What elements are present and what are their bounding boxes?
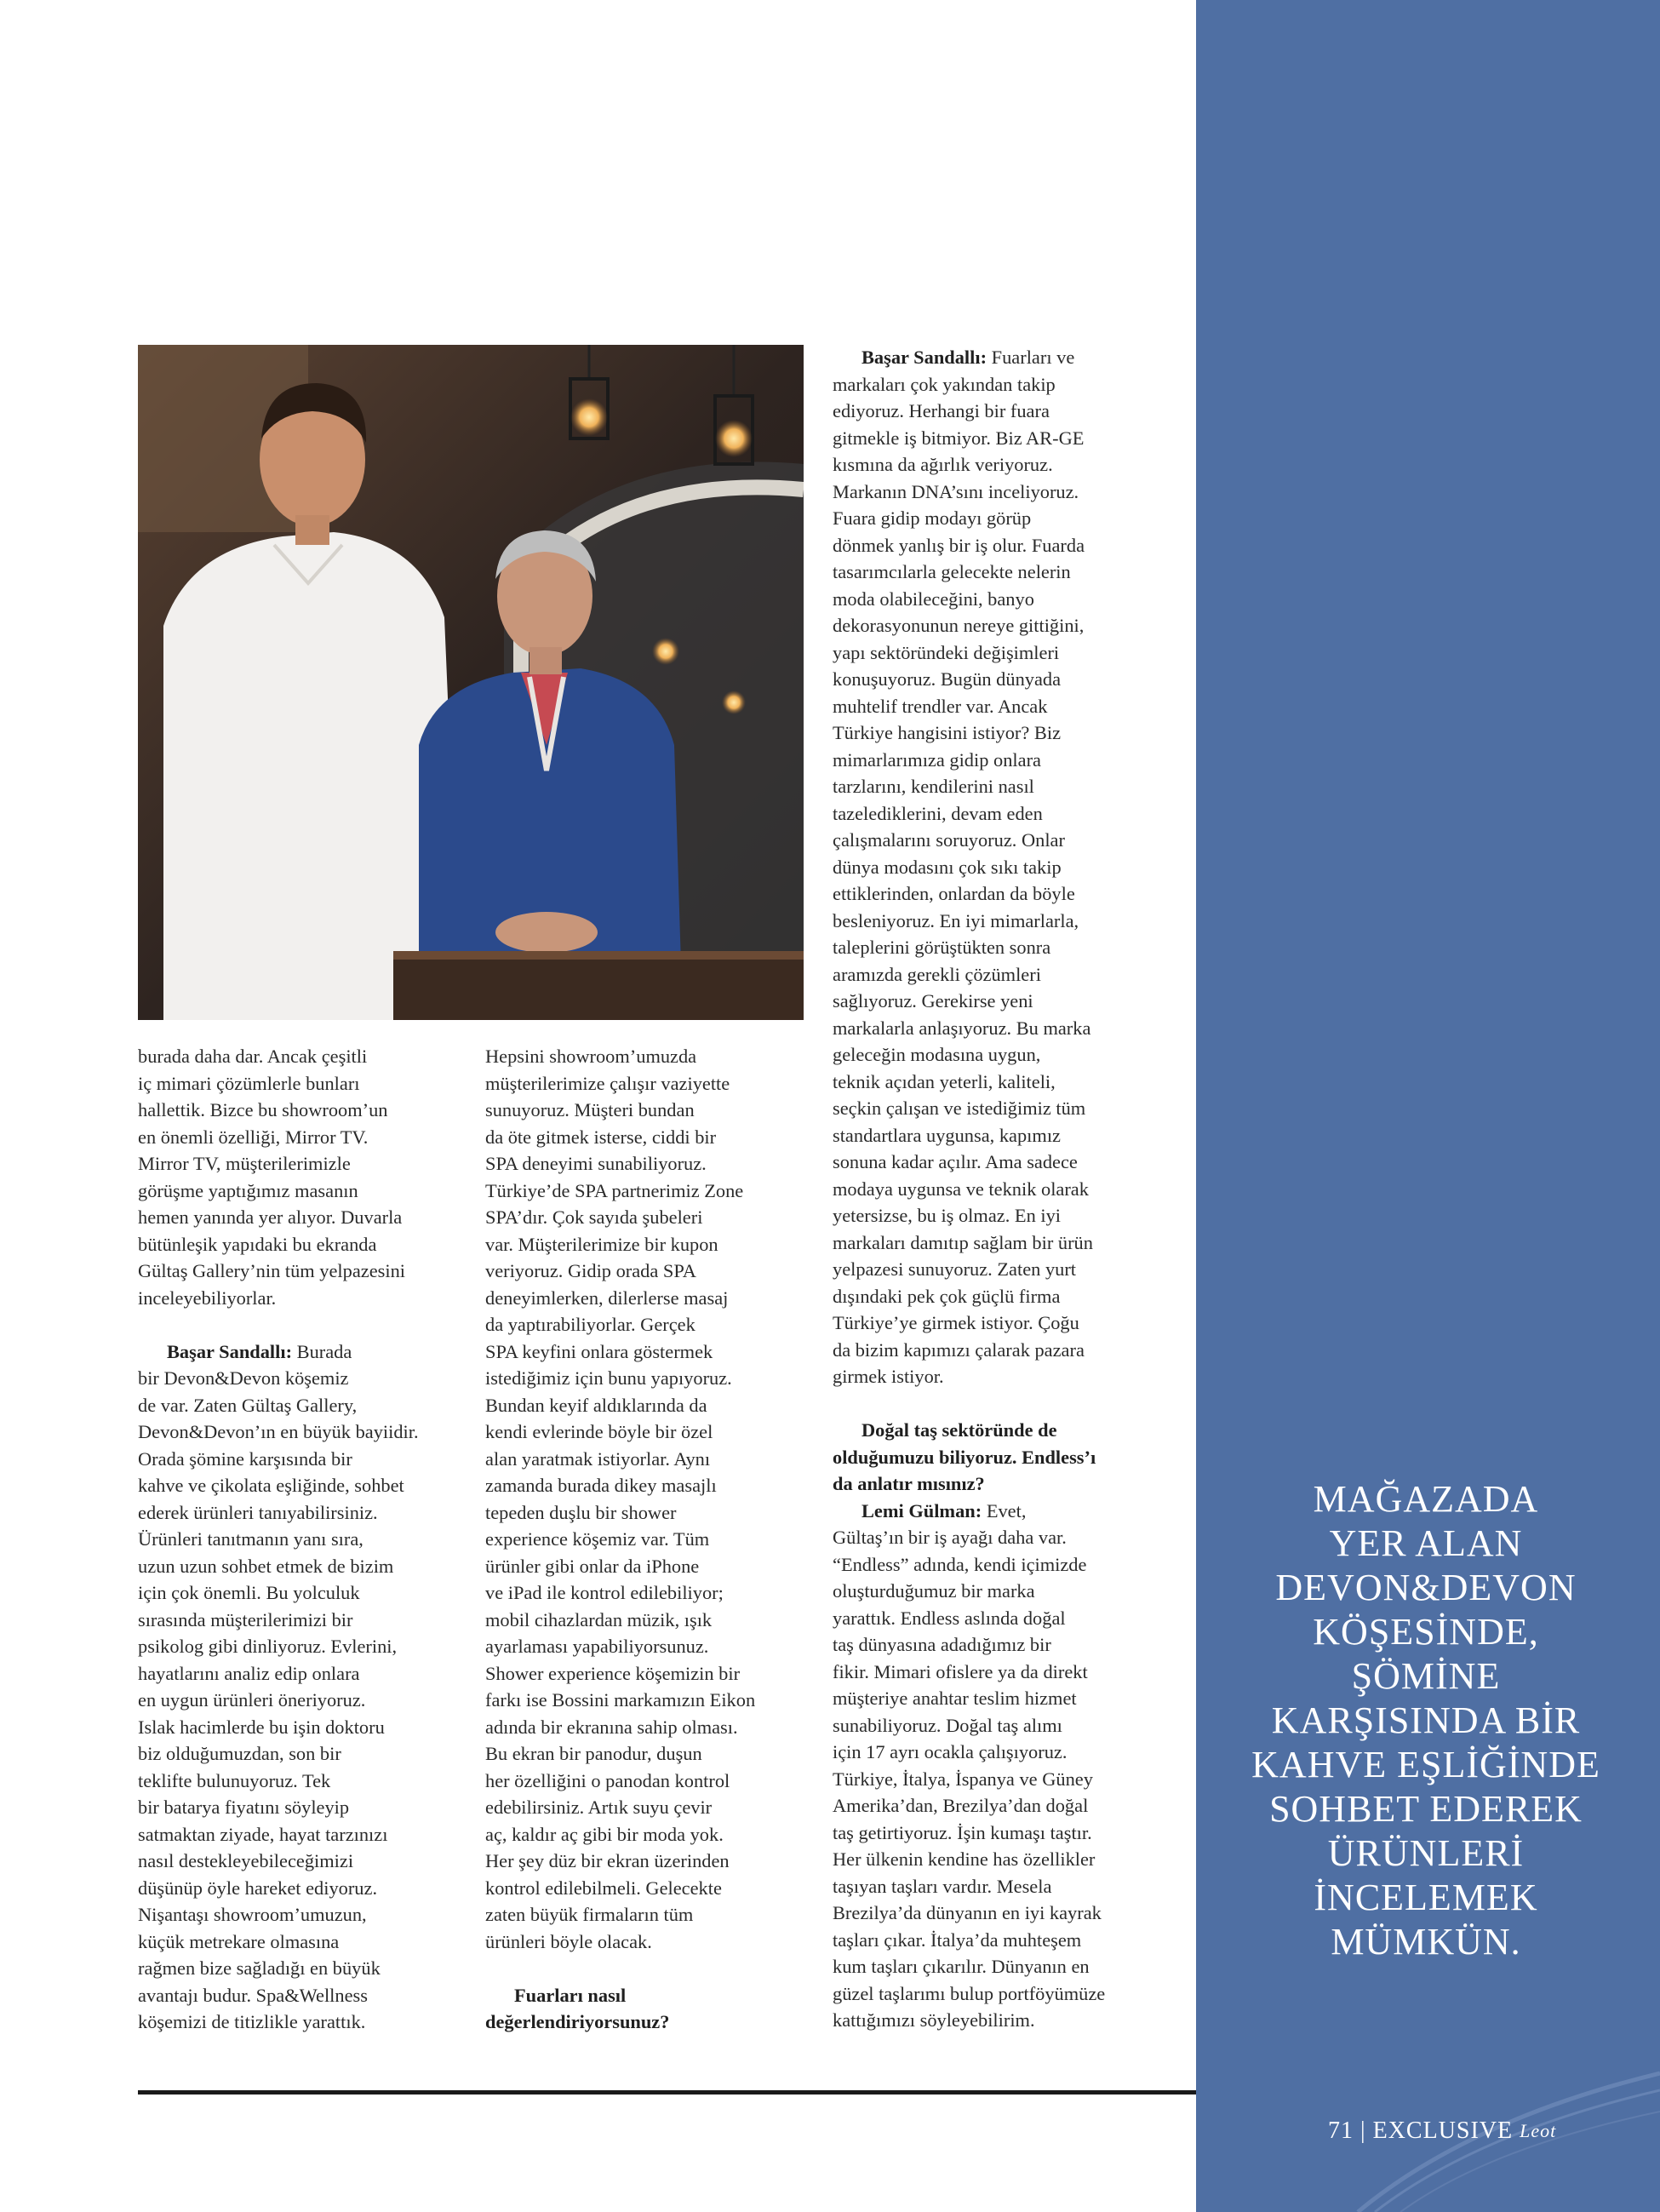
body-text-line: satmaktan ziyade, hayat tarzınızı: [138, 1823, 388, 1845]
body-text-line: da bizim kapımızı çalarak pazara: [833, 1338, 1085, 1361]
body-text-line: avantajı budur. Spa&Wellness: [138, 1984, 368, 2006]
body-text-line: aramızda gerekli çözümleri: [833, 963, 1041, 985]
body-text-line: Hepsini showroom’umuzda: [485, 1046, 697, 1067]
body-text-line: yelpazesi sunuyoruz. Zaten yurt: [833, 1258, 1077, 1280]
body-text-line: Brezilya’da dünyanın en iyi kayrak: [833, 1902, 1102, 1923]
speaker-name: Başar Sandallı:: [861, 347, 987, 368]
body-text-line: hemen yanında yer alıyor. Duvarla: [138, 1206, 403, 1228]
interview-question: [485, 2009, 792, 2036]
body-text-line: ettiklerinden, onlardan da böyle: [833, 883, 1075, 904]
body-text-line: alan yaratmak istiyorlar. Aynı: [485, 1447, 711, 1470]
body-text-line: taleplerini görüştükten sonra: [833, 937, 1051, 958]
body-text-line: için çok önemli. Bu yolculuk: [138, 1582, 360, 1603]
body-text-line: inceleyebiliyorlar.: [138, 1287, 277, 1309]
pull-quote-line: KAHVE EŞLİĞİNDE: [1251, 1744, 1600, 1785]
pull-quote-line: SOHBET EDEREK: [1269, 1788, 1583, 1830]
body-text-line: tazelediklerini, devam eden: [833, 802, 1043, 824]
answer-first-line: [833, 1498, 1165, 1525]
pull-quote-line: MÜMKÜN.: [1331, 1921, 1521, 1963]
bottom-rule: [138, 2090, 1196, 2095]
body-text-line: sonuna kadar açılır. Ama sadece: [833, 1151, 1078, 1172]
body-text-line: sunuyoruz. Müşteri bundan: [485, 1099, 695, 1120]
body-text-line: Orada şömine karşısında bir: [138, 1447, 352, 1470]
page-footer: [1328, 2114, 1556, 2148]
body-text-line: dönmek yanlış bir iş olur. Fuarda: [833, 534, 1085, 556]
body-text-line: gitmekle iş bitmiyor. Biz AR-GE: [833, 427, 1085, 449]
article-column-1: [138, 1043, 474, 2036]
pull-quote: [1226, 1477, 1626, 1964]
body-text-line: taş dünyasına adadığımız bir: [833, 1634, 1051, 1655]
body-text-line: kısmına da ağırlık veriyoruz.: [833, 454, 1053, 475]
body-text-line: adında bir ekranına sahip olması.: [485, 1716, 738, 1738]
pull-quote-line: İNCELEMEK: [1314, 1877, 1538, 1918]
body-text-line: girmek istiyor.: [833, 1366, 944, 1387]
body-text-line: Devon&Devon’ın en büyük bayiidir.: [138, 1421, 419, 1442]
pull-quote-line: DEVON&DEVON: [1275, 1567, 1577, 1608]
body-text-line: biz olduğumuzdan, son bir: [138, 1743, 341, 1764]
magazine-logo-script: Leot: [1520, 2120, 1557, 2141]
body-text-line: Gültaş Gallery’nin tüm yelpazesini: [138, 1260, 406, 1281]
body-text-line: ve iPad ile kontrol edilebiliyor;: [485, 1582, 724, 1603]
body-text-line: Türkiye’ye girmek istiyor. Çoğu: [833, 1312, 1079, 1333]
body-text-line: hayatlarını analiz edip onlara: [138, 1662, 360, 1684]
body-text-line: rağmen bize sağladığı en büyük: [138, 1957, 381, 1979]
interview-question: [485, 1982, 792, 2009]
body-text-line: dışındaki pek çok güçlü firma: [833, 1285, 1061, 1307]
body-text-line: zaten büyük firmaların tüm: [485, 1904, 694, 1925]
body-text: Fuarları ve: [991, 347, 1075, 368]
body-text-line: kattığımızı söyleyebilirim.: [833, 2009, 1035, 2031]
body-text-line: tarzlarını, kendilerini nasıl: [833, 776, 1034, 797]
body-text-line: standartlara uygunsa, kapımız: [833, 1124, 1061, 1146]
answer-first-line: [138, 1338, 474, 1366]
article-column-2: [485, 1043, 792, 2036]
body-text-line: iç mimari çözümlerle bunları: [138, 1072, 360, 1094]
body-text-line: muhtelif trendler var. Ancak: [833, 695, 1048, 717]
body-text-line: en önemli özelliği, Mirror TV.: [138, 1126, 369, 1148]
body-text-line: SPA’dır. Çok sayıda şubeleri: [485, 1206, 703, 1228]
pull-quote-line: YER ALAN: [1329, 1522, 1523, 1564]
pull-quote-line: KÖŞESİNDE,: [1313, 1611, 1539, 1653]
footer-separator: |: [1360, 2117, 1366, 2144]
body-text-line: seçkin çalışan ve istediğimiz tüm: [833, 1097, 1086, 1119]
speaker-name: Başar Sandallı:: [167, 1340, 293, 1362]
body-text-line: mimarlarımıza gidip onlara: [833, 748, 1041, 771]
body-text-line: her özelliğini o panodan kontrol: [485, 1769, 730, 1791]
body-text-line: taşları çıkar. İtalya’da muhteşem: [833, 1928, 1082, 1951]
body-text-line: da öte gitmek isterse, ciddi bir: [485, 1126, 717, 1148]
body-text-line: Gültaş’ın bir iş ayağı daha var.: [833, 1527, 1067, 1548]
body-text-line: kum taşları çıkarılır. Dünyanın en: [833, 1956, 1090, 1977]
body-text-line: teklifte bulunuyoruz. Tek: [138, 1769, 331, 1791]
body-text-line: bütünleşik yapıdaki bu ekranda: [138, 1233, 377, 1255]
body-text-line: Islak hacimlerde bu işin doktoru: [138, 1716, 385, 1738]
body-text-line: Fuara gidip modayı görüp: [833, 507, 1032, 529]
body-text-line: bir batarya fiyatını söyleyip: [138, 1797, 350, 1818]
question-text: değerlendiriyorsunuz?: [485, 2011, 670, 2032]
body-text-line: Amerika’dan, Brezilya’dan doğal: [833, 1795, 1089, 1816]
body-text-line: sunabiliyoruz. Doğal taş alımı: [833, 1714, 1062, 1736]
body-text-line: kontrol edilebilmeli. Gelecekte: [485, 1877, 722, 1899]
body-text-line: Her şey düz bir ekran üzerinden: [485, 1850, 730, 1871]
body-text-line: markaları çok yakından takip: [833, 373, 1056, 395]
body-text-line: markalarla anlaşıyoruz. Bu marka: [833, 1017, 1091, 1039]
body-text-line: veriyoruz. Gidip orada SPA: [485, 1260, 696, 1281]
body-text-line: fikir. Mimari ofislere ya da direkt: [833, 1660, 1088, 1682]
body-text-line: bir Devon&Devon köşemiz: [138, 1367, 349, 1389]
body-text-line: ürünleri böyle olacak.: [485, 1930, 652, 1952]
question-text: da anlatır mısınız?: [833, 1473, 985, 1494]
body-text-line: Türkiye, İtalya, İspanya ve Güney: [833, 1768, 1093, 1790]
body-text-line: ürünler gibi onlar da iPhone: [485, 1555, 700, 1577]
pull-quote-line: KARŞISINDA BİR: [1271, 1699, 1581, 1741]
body-text-line: görüşme yaptığımız masanın: [138, 1179, 358, 1201]
body-text-line: deneyimlerken, dilerlerse masaj: [485, 1287, 729, 1309]
body-text-line: güzel taşlarımı bulup portföyümüze: [833, 1982, 1106, 2004]
body-text-line: taşıyan taşları vardır. Mesela: [833, 1875, 1052, 1897]
body-text-line: aç, kaldır aç gibi bir moda yok.: [485, 1823, 724, 1845]
body-text-line: köşemizi de titizlikle yarattık.: [138, 2011, 366, 2032]
body-text-line: küçük metrekare olmasına: [138, 1930, 340, 1952]
body-text-line: kendi evlerinde böyle bir özel: [485, 1421, 713, 1442]
question-text: Doğal taş sektöründe de: [861, 1419, 1057, 1441]
body-text-line: dünya modasını çok sıkı takip: [833, 856, 1062, 878]
interview-question: [833, 1470, 1165, 1498]
body-text-line: de var. Zaten Gültaş Gallery,: [138, 1394, 358, 1416]
body-text-line: experience köşemiz var. Tüm: [485, 1528, 710, 1550]
body-text-line: için 17 ayrı ocakla çalışıyoruz.: [833, 1741, 1068, 1762]
body-text-line: edebilirsiniz. Artık suyu çevir: [485, 1797, 713, 1818]
body-text-line: nasıl destekleyebileceğimizi: [138, 1850, 354, 1871]
body-text-line: modaya uygunsa ve teknik olarak: [833, 1178, 1089, 1200]
body-text-line: düşünüp öyle hareket ediyoruz.: [138, 1877, 378, 1899]
body-text-line: teknik açıdan yeterli, kaliteli,: [833, 1070, 1056, 1092]
body-text-line: hallettik. Bizce bu showroom’un: [138, 1099, 388, 1120]
body-text-line: ederek ürünleri tanıyabilirsiniz.: [138, 1501, 378, 1523]
body-text-line: taş getirtiyoruz. İşin kumaşı taştır.: [833, 1821, 1092, 1843]
body-text-line: besleniyoruz. En iyi mimarlarla,: [833, 909, 1079, 931]
body-text-line: müşterilerimize çalışır vaziyette: [485, 1072, 730, 1094]
body-text-line: Mirror TV, müşterilerimizle: [138, 1153, 351, 1174]
body-text-line: tasarımcılarla gelecekte nelerin: [833, 561, 1071, 582]
magazine-name: EXCLUSIVE: [1372, 2117, 1514, 2144]
body-text-line: Türkiye hangisini istiyor? Biz: [833, 722, 1062, 743]
body-text-line: “Endless” adında, kendi içimizde: [833, 1553, 1087, 1575]
body-text-line: en uygun ürünleri öneriyoruz.: [138, 1689, 366, 1711]
body-text-line: uzun uzun sohbet etmek de bizim: [138, 1555, 394, 1577]
body-text-line: ediyoruz. Herhangi bir fuara: [833, 400, 1050, 421]
body-text-line: geleceğin modasına uygun,: [833, 1044, 1041, 1065]
body-text-line: ayarlaması yapabiliyorsunuz.: [485, 1636, 709, 1657]
question-text: Fuarları nasıl: [514, 1984, 627, 2006]
body-text-line: yetersizse, bu iş olmaz. En iyi: [833, 1205, 1061, 1226]
body-text-line: SPA keyfini onlara göstermek: [485, 1340, 713, 1362]
body-text-line: burada daha dar. Ancak çeşitli: [138, 1046, 368, 1067]
body-text-line: müşteriye anahtar teslim hizmet: [833, 1688, 1077, 1709]
body-text-line: Bu ekran bir panodur, duşun: [485, 1743, 702, 1764]
body-text-line: SPA deneyimi sunabiliyoruz.: [485, 1153, 707, 1174]
body-text: Evet,: [986, 1499, 1027, 1521]
question-text: olduğumuzu biliyoruz. Endless’ı: [833, 1446, 1096, 1468]
body-text-line: psikolog gibi dinliyoruz. Evlerini,: [138, 1636, 398, 1657]
interview-question: [833, 1417, 1165, 1444]
body-text-line: yapı sektöründeki değişimleri: [833, 641, 1060, 663]
body-text-line: farkı ise Bossini markamızın Eikon: [485, 1689, 756, 1711]
body-text-line: Ürünleri tanıtmanın yanı sıra,: [138, 1528, 363, 1550]
body-text-line: çalışmalarını soruyoruz. Onlar: [833, 829, 1065, 851]
body-text-line: markaları damıtıp sağlam bir ürün: [833, 1231, 1093, 1253]
interview-photo: [138, 345, 804, 1020]
body-text-line: var. Müşterilerimize bir kupon: [485, 1233, 718, 1255]
article-column-3: [833, 344, 1165, 2034]
pull-quote-line: MAĞAZADA: [1313, 1478, 1539, 1520]
body-text-line: dekorasyonunun nereye gittiğini,: [833, 615, 1085, 636]
body-text-line: da yaptırabiliyorlar. Gerçek: [485, 1314, 695, 1335]
interview-question: [833, 1444, 1165, 1471]
body-text-line: zamanda burada dikey masajlı: [485, 1475, 717, 1496]
body-text-line: konuşuyoruz. Bugün dünyada: [833, 668, 1062, 690]
body-text-line: moda olabileceğini, banyo: [833, 587, 1034, 610]
swoosh-decoration-icon: [1196, 1992, 1660, 2212]
page-number: 71: [1328, 2117, 1354, 2144]
body-text-line: Türkiye’de SPA partnerimiz Zone: [485, 1179, 744, 1201]
speaker-name: Lemi Gülman:: [861, 1499, 982, 1521]
body-text-line: sağlıyoruz. Gerekirse yeni: [833, 990, 1033, 1011]
body-text-line: yarattık. Endless aslında doğal: [833, 1607, 1066, 1629]
body-text-line: Markanın DNA’sını inceliyoruz.: [833, 480, 1079, 502]
body-text-line: oluşturduğumuz bir marka: [833, 1580, 1035, 1602]
answer-first-line: [833, 344, 1165, 371]
body-text-line: mobil cihazlardan müzik, ışık: [485, 1608, 713, 1630]
body-text-line: tepeden duşlu bir shower: [485, 1501, 677, 1523]
body-text-line: kahve ve çikolata eşliğinde, sohbet: [138, 1475, 404, 1496]
pull-quote-line: ÜRÜNLERİ: [1327, 1832, 1525, 1874]
body-text-line: sırasında müşterilerimizi bir: [138, 1608, 353, 1630]
body-text-line: Shower experience köşemizin bir: [485, 1662, 741, 1684]
body-text-line: Bundan keyif aldıklarında da: [485, 1394, 707, 1416]
body-text-line: Nişantaşı showroom’umuzun,: [138, 1904, 367, 1925]
body-text-line: istediğimiz için bunu yapıyoruz.: [485, 1367, 732, 1389]
body-text: Burada: [296, 1340, 352, 1362]
pull-quote-line: ŞÖMİNE: [1351, 1655, 1501, 1697]
body-text-line: Her ülkenin kendine has özellikler: [833, 1848, 1096, 1870]
